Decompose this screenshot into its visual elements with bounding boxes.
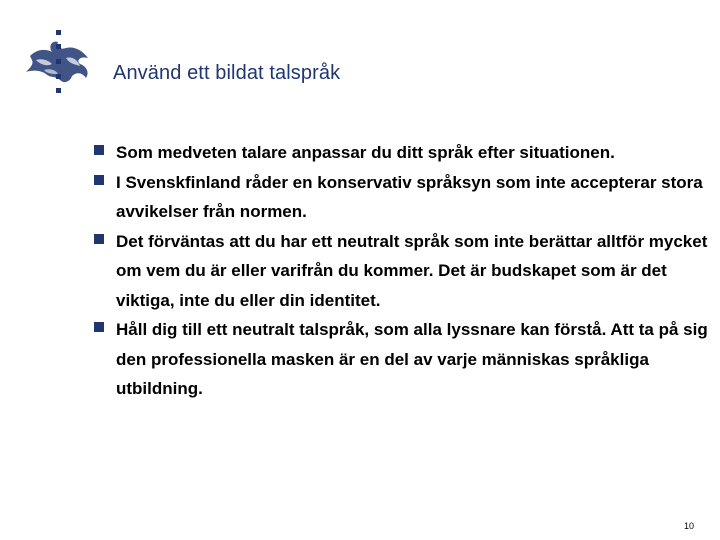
bullet-text: Håll dig till ett neutralt talspråk, som alla lyssnare kan förstå. Att ta på sig den professionella masken är en del av varje människas språkliga utbildning.: [116, 320, 708, 398]
square-bullet-icon: [94, 234, 104, 244]
bullet-text: I Svenskfinland råder en konservativ språksyn som inte accepterar stora avvikelser från normen.: [116, 172, 703, 221]
bullet-item: [94, 315, 714, 404]
page-number: 10: [683, 521, 694, 531]
bullet-item: [94, 168, 714, 227]
bullet-list: [94, 138, 714, 404]
square-bullet-icon: [94, 322, 104, 332]
bullet-item: [94, 227, 714, 316]
square-bullet-icon: [94, 175, 104, 185]
slide-title: Använd ett bildat talspråk: [113, 62, 341, 84]
bullet-text: Som medveten talare anpassar du ditt språk efter situationen.: [116, 143, 615, 162]
bullet-item: [94, 138, 714, 168]
square-bullet-icon: [94, 145, 104, 155]
university-logo-icon: [22, 30, 94, 96]
bullet-text: Det förväntas att du har ett neutralt språk som inte berättar alltför mycket om vem du är eller varifrån du kommer. Det är budskapet som är det viktiga, inte du eller din identitet.: [116, 231, 708, 310]
